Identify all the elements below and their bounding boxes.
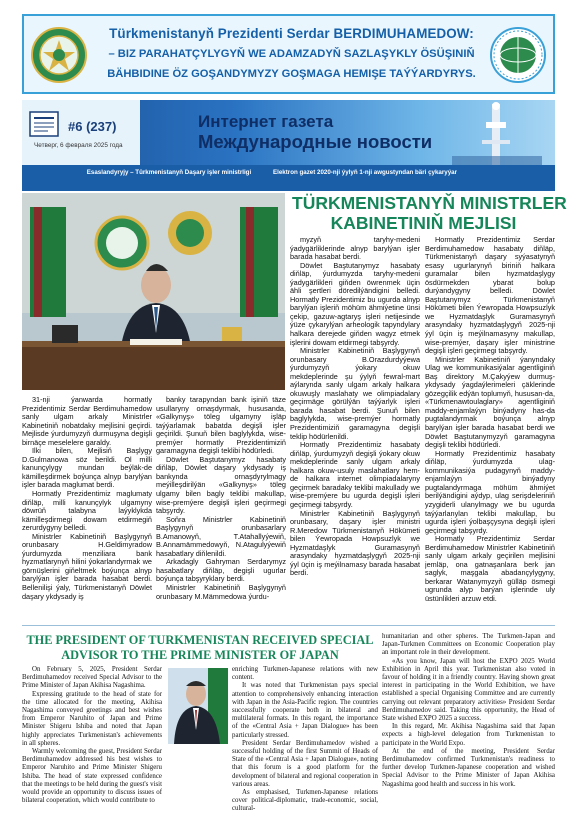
english-column-3: [382, 633, 555, 826]
paragraph: On February 5, 2025, President Serdar Berdimuhamedov received Special Advisor to the Prime Minister of Japan Akihisa Nagashima.: [22, 666, 162, 690]
issue-date: Четверг, 6 февраля 2025 года: [34, 142, 123, 149]
banner-line-3: BÄHBIDINE ÖZ GOŞANDYMYZY GOŞMAGA HEMIŞE TAÝÝARDYRYS.: [107, 68, 476, 80]
masthead: [22, 100, 555, 168]
english-column-1: [22, 666, 162, 826]
paragraph: humanitarian and other spheres. The Turkmen-Japan and Japan-Turkmen Committees on Economic Cooperation play an important role in their development.: [382, 633, 555, 657]
publication-note: Elektron gazet 2020-nji ýylyň 1-nji awgustyndan bäri çykaryýar: [273, 169, 457, 176]
headline-line1: TÜRKMENISTANYŇ MINISTRLER: [292, 193, 567, 213]
section-divider: [22, 625, 555, 626]
paragraph: President Serdar Berdimuhamedov wished a successful holding of the first Summit of Heads of State of the «Central Asia + Japan Dialogue», noting that this forum is a good platform for the development of bilateral and regional cooperation in various areas.: [232, 739, 378, 788]
paragraph: Ilki bilen, Mejlisiň Başlygy D.Gulmanowa söz berildi. Ol milli kanunçylygy mundan beýläk-de kämilleşdirmek boýunça alnyp barylýan işler barada maglumat berdi.: [22, 446, 152, 490]
newspaper-logo-icon: [28, 108, 64, 140]
paragraph: enriching Turkmen-Japanese relations with new content.: [232, 666, 378, 682]
paragraph: Hormatly Prezidentimiz hasabaty diňläp, ýurdumyzyň degişli ýokary okuw mekdeplerinde sanly ulgam arkaly halkara okuw-usuly maslahatlary hem-de halkara internet olimpiadalaryny geçirmek baradaky teklibi makullady we wise-premýere bu ugurda degişli işleri geçirmegi tabşyrdy.: [290, 440, 420, 509]
paragraph: banky tarapyndan bank işiniň täze usullaryny ornaşdyrmak, hususanda, «Galkynyş» töleg ulgamyny işläp taýýarlamak babatda degişli işler geçirildi. Şunuň bilen baglylykda, wise-premýer hormatly Prezidentimiziň garamagyna degişli teklibi hödürledi.: [156, 396, 286, 456]
president-portrait-photo: [168, 668, 228, 744]
paragraph: Ministrler Kabinetiniň Başlygynyň orunbasary M.Mämmedowa ýurdu-: [156, 583, 286, 601]
paragraph: Hormatly Prezidentimiz Serdar Berdimuhamedow hasabaty diňläp, Türkmenistanyň daşary syýasatynyň esasy ugurlarynyň biriniň halkara guramalar bilen hyzmatdaşlygy ösdürmekden ybarat bolup durýandygyny belledi. Döwlet Baştutanymyz Türkmenistanyň Hökümeti bilen Ýewropada Howpsuzlyk we Hyzmatdaşlyk Guramasynyň arasyndaky hyzmatdaşlygyň 2025-nji ýyl üçin iş meýilnamasyny makullap, wise-premýer, daşary işler ministrine degişli işleri geçirmegi tabşyrdy.: [425, 236, 555, 356]
headline-line2: KABINETINIŇ MEJLISI: [330, 213, 517, 233]
main-headline: [292, 193, 567, 233]
masthead-title-line1: Интернет газета: [198, 112, 334, 131]
founder-note: Esaslandyryjy – Türkmenistanyň Daşary işler ministrligi: [86, 169, 252, 176]
tower-illustration: [452, 100, 542, 168]
paragraph: It was noted that Turkmenistan pays special attention to comprehensively enhancing interaction with Japan in the Asia-Pacific region. The countries successfully cooperate both in bilateral and multilateral formats. In this regard, the importance of the «Central Asia + Japan Dialogue» has been particularly stressed.: [232, 682, 378, 739]
article-column-2: [156, 396, 286, 620]
state-emblem-icon: [30, 26, 88, 84]
article-column-1: [22, 396, 152, 620]
paragraph: Ministrler Kabinetiniň Başlygynyň orunbasary B.Orazdurdyýewa ýurdumyzyň ýokary okuw mekdeplerinde şu ýylyň fewral-mart aýlarynda sanly ulgam arkaly halkara okuwuşly maslahaty we olimpiadalary geçirmäge görülýän taýýarlyk işleri barada hasabat berdi. Şunuň bilen baglylykda, wise-premýer hormatly Prezidentimiziň garamagyna degişli teklip hödürlenildi.: [290, 346, 420, 441]
issue-number: #6 (237): [68, 119, 117, 134]
banner-line-1: Türkmenistanyň Prezidenti Serdar BERDIMUHAMEDOW:: [109, 26, 474, 41]
paragraph: Hormatly Prezidentimiz hasabaty diňläp, ýurdumyzda ulag-kommunikasiýa pudagynyň maddy-enjamlaýyn binýadyny pugtalandyrmaga möhüm ähmiýet berilýändigini aýdyp, ulag serişdeleriniň yzygiderli ulanylmagy we bu ugurda taýýarlanylan teklibi makullap, bu ugurda işleri ýolbaşçysyna degişli işleri geçirmegi tabşyrdy.: [425, 448, 555, 535]
paragraph: Warmly welcoming the guest, President Serdar Berdimuhamedov addressed his best wishes to Emperor Naruhito and Prime Minister Shigeru Ishiba. The head of state expressed confidence that the meetings to be held during the guest's visit would provide an opportunity to discuss issues of bilateral cooperation, which would contribute to: [22, 748, 162, 805]
article-column-4: [425, 236, 555, 620]
cabinet-meeting-photo: [22, 193, 285, 390]
paragraph: Döwlet Baştutanymyz hasabaty diňläp, ýurdumyzda taryhy-medeni ýadygärlikleri giňden öwrenmek üçin ähli şertleri döredilýändigini belledi. Hormatly Prezidentimiz bu ugurda alnyp barylýan işleriň möhüm ähmiýetine ünsi çekip, gazuw-agtaryş işleri netijesinde ýüze çykarylýan arheologik tapyndylary halkara derejede giňden wagyz etmek işlerini dowam etdirmegi tabşyrdy.: [290, 260, 420, 347]
paragraph: myzyň taryhy-medeni ýadygärliklerinde alnyp barylýan işler barada hasabat berdi.: [290, 236, 420, 262]
paragraph: 31-nji ýanwarda hormatly Prezidentimiz Serdar Berdimuhamedow sanly ulgam arkaly Ministrler Kabinetiniň nobatdaky mejlisini geçirdi. Mejlisde ýurdumyzyň durmuşyna degişli birnäçe meselelere garaldy.: [22, 396, 152, 447]
paragraph: «As you know, Japan will host the EXPO 2025 World Exhibition in April this year. Turkmenistan also voted in favour of holding it in a friendly country. Having shown great interest in participating in the World Exhibition, we have established a special Organising Committee and are currently carrying out relevant preparatory activities» President Serdar Berdimuhamedov said. Taking this opportunity, the Head of State wished EXPO 2025 a success.: [382, 657, 555, 723]
paragraph: Hormatly Prezidentimiz maglumaty diňläp, milli kanunçylyk ulgamyny döwrüň talabyna laýyklykda kämilleşdirmegi dowam etdirmegiň zerurdygyny belledi.: [22, 489, 152, 533]
paragraph: Ministrler Kabinetiniň ýanyndaky Ulag we kommunikasiýalar agentliginiň Baş direktory M.Çakyýew durmuş-ykdysady ýagdaýlerimeleri çäklerinde gözegçilik edýän toplumyň, hususan-da, «Türkmenawtoulaglary» agentliginiň maddy-enjamlaýyn binýadyny has-da pugtalandyrmak boýunça alnyp barylýan işler barada hasabat berdi we Döwlet Baştutanymyzyň garamagyna degişli teklibi hödürledi.: [425, 354, 555, 450]
masthead-title-line2: Международные новости: [198, 131, 433, 152]
english-column-2: [232, 666, 378, 826]
paragraph: Ministrler Kabinetiniň Başlygynyň orunbasary, daşary işler ministri R.Meredow Türkmenistanyň Hökümeti bilen Ýewropada Howpsuzlyk we Hyzmatdaşlyk Guramasynyň arasyndaky hyzmatdaşlygyň 2025-nji ýyl üçin iş meýilnamasy barada hasabat berdi.: [290, 508, 420, 578]
top-banner: [22, 14, 555, 94]
paragraph: At the end of the meeting, President Serdar Berdimuhamedov confirmed Turkmenistan's readiness to further develop Turkmen-Japanese cooperation and wished Special Advisor to the Prime Minister of Japan Akihisa Nagashima good health and success in his work.: [382, 747, 555, 788]
paragraph: As emphasised, Turkmen-Japanese relations cover political-diplomatic, trade-economic, social, cultural-: [232, 789, 378, 813]
masthead-subbar: [22, 165, 555, 191]
paragraph: In this regard, Mr. Akihisa Nagashima said that Japan expects a high-level delegation from Turkmenistan to participate in the World Expo.: [382, 723, 555, 747]
paragraph: Ministrler Kabinetiniň Başlygynyň orunbasary H.Geldimyradow ýurdumyzda menziliara bank hyzmatlarynyň hilini ýokarlandyrmak we görnüşlerini giňeltmek boýunça alnyp barylýan işler barada hasabat berdi. Bellenilişi ýaly, Türkmenistanyň Döwlet daşary ykdysady iş: [22, 531, 152, 601]
english-headline-line1: THE PRESIDENT OF TURKMENISTAN RECEIVED SPECIAL: [26, 633, 374, 647]
paragraph: Döwlet Baştutanymyz hasabaty diňläp, Döwlet daşary ykdysady iş bankynda ornaşdyrylmagy meýilleşdirilýän «Galkynyş» töleg ulgamy bilen bagly teklibi makullap, wise-premýere degişli işleri geçirmegi tabşyrdy.: [156, 454, 286, 516]
paragraph: Soňra Ministrler Kabinetiniň Başlygynyň orunbasarlary B.Amanowyň, T.Atahallyýewiň, B.Annamämmedowyň, N.Atagulyýewiň hasabatlary diňlenildi.: [156, 514, 286, 558]
banner-line-2: – BIZ PARAHATÇYLYGYŇ WE ADAMZADYŇ SAZLAŞYKLY ÖSÜŞINIŇ: [108, 48, 475, 60]
english-headline: [22, 633, 378, 663]
paragraph: Arkadagly Gahryman Serdarymyz hasabatlary diňläp, degişli ugurlar boýunça tabşyryklary berdi.: [156, 557, 286, 584]
article-column-3: [290, 236, 420, 620]
paragraph: Hormatly Prezidentimiz Serdar Berdimuhamedow Ministrler Kabinetiniň sanly ulgam arkaly geçirilen mejlisini jemläp, ona gatnaşanlara berk jan saglyk, maşgala abadançylygyny, berkarar Watanymyzyň gülläp ösmegi ugrunda alyp barýan işlerinde uly üstünlikleri arzuw etdi.: [425, 534, 555, 603]
english-headline-line2: ADVISOR TO THE PRIME MINISTER OF JAPAN: [61, 648, 339, 662]
paragraph: Expressing gratitude to the head of state for the time allocated for the meeting, Akihisa Nagashima conveyed greetings and best wishes from Emperor Naruhito of Japan and Prime Minister Shigeru Ishiba and noted that Japan highly appreciates Turkmenistan's achievements in all spheres.: [22, 690, 162, 747]
neutrality-emblem-icon: [489, 26, 547, 84]
